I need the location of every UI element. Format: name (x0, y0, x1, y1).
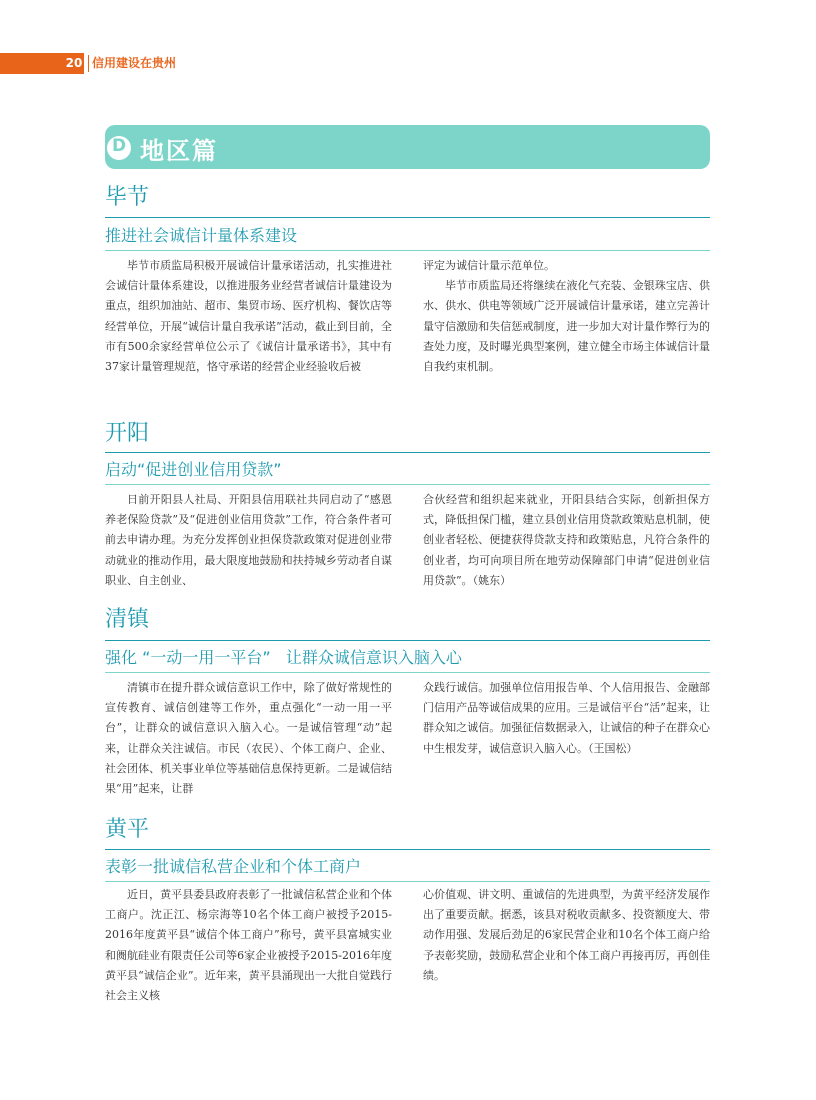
paragraph: 心价值观、讲文明、重诚信的先进典型，为黄平经济发展作出了重要贡献。据悉，该县对税收贡献多、投资额度大、带动作用强、发展后劲足的6家民营企业和10名个体工商户给予表彰奖励，鼓励私营企业和个体工商户再接再厉，再创佳绩。 (423, 888, 710, 982)
article-subtitle: 表彰一批诚信私营企业和个体工商户 (105, 857, 362, 876)
paragraph: 清镇市在提升群众诚信意识工作中，除了做好常规性的宣传教育、诚信创建等工作外，重点强化“一动一用一平台”，让群众的诚信意识入脑入心。一是诚信管理“动”起来，让群众关注诚信。市民（农民）、个体工商户、企业、社会团体、机关事业单位等基础信息保持更新。二是诚信结果“用”起来，让群 (105, 681, 392, 796)
article-column-right (423, 256, 710, 377)
paragraph: 近日，黄平县委县政府表彰了一批诚信私营企业和个体工商户。沈正江、杨宗海等10名个体工商户被授予2015-2016年度黄平县“诚信个体工商户”称号，黄平县富城实业和阓航硅业有限责任公司等6家企业被授予2015-2016年度黄平县“诚信企业”。近年来，黄平县涌现出一大批自觉践行社会主义核 (105, 888, 392, 1003)
region-rule (105, 640, 710, 641)
banner-letter-badge: D (107, 136, 131, 160)
paragraph: 评定为诚信计量示范单位。 (423, 259, 555, 272)
article-column-right (423, 678, 710, 759)
article-column-left (105, 678, 392, 799)
paragraph: 毕节市质监局积极开展诚信计量承诺活动，扎实推进社会诚信计量体系建设，以推进服务业经营者诚信计量建设为重点，组织加油站、超市、集贸市场、医疗机构、餐饮店等经营单位，开展“诚信计量自我承诺”活动，截止到目前，全市有500余家经营单位公示了《诚信计量承诺书》，其中有37家计量管理规范，恪守承诺的经营企业经验收后被 (105, 259, 392, 374)
article-subtitle: 强化 “一动一用一平台” 让群众诚信意识入脑入心 (105, 648, 462, 667)
region-heading: 黄平 (105, 817, 150, 842)
article-column-left (105, 256, 392, 377)
region-heading: 毕节 (105, 185, 150, 210)
paragraph: 日前开阳县人社局、开阳县信用联社共同启动了“感恩养老保险贷款”及“促进创业信用贷款”工作，符合条件者可前去申请办理。为充分发挥创业担保贷款政策对促进创业带动就业的推动作用，最大限度地鼓励和扶持城乡劳动者自谋职业、自主创业、 (105, 493, 392, 587)
subtitle-rule (105, 672, 710, 673)
region-rule (105, 217, 710, 218)
article-subtitle: 推进社会诚信计量体系建设 (105, 226, 298, 245)
header-divider (88, 55, 89, 72)
region-heading: 开阳 (105, 421, 150, 446)
paragraph: 毕节市质监局还将继续在液化气充装、金银珠宝店、供水、供水、供电等领域广泛开展诚信计量承诺，建立完善计量守信激励和失信惩戒制度，进一步加大对计量作弊行为的查处力度，及时曝光典型案例，建立健全市场主体诚信计量自我约束机制。 (423, 279, 710, 374)
subtitle-rule (105, 484, 710, 485)
page-number: 20 (65, 56, 83, 70)
subtitle-rule (105, 881, 710, 882)
article-subtitle: 启动“促进创业信用贷款” (105, 460, 282, 479)
running-header-title: 信用建设在贵州 (92, 56, 177, 70)
paragraph: 合伙经营和组织起来就业，开阳县结合实际，创新担保方式，降低担保门槛，建立县创业信用贷款政策贴息机制，使创业者轻松、便捷获得贷款支持和政策贴息，凡符合条件的创业者，均可向项目所在地劳动保障部门申请“促进创业信用贷款”。（姚东） (423, 493, 710, 587)
region-rule (105, 452, 710, 453)
banner-title: 地区篇 (140, 137, 218, 165)
subtitle-rule (105, 250, 710, 251)
region-rule (105, 849, 710, 850)
article-column-right (423, 885, 710, 986)
article-column-right (423, 490, 710, 591)
article-column-left (105, 490, 392, 591)
article-column-left (105, 885, 392, 1006)
region-heading: 清镇 (105, 607, 150, 632)
paragraph: 众践行诚信。加强单位信用报告单、个人信用报告、金融部门信用产品等诚信成果的应用。三是诚信平台“活”起来，让群众知之诚信。加强征信数据录入，让诚信的种子在群众心中生根发芽，诚信意识入脑入心。（王国松） (423, 681, 710, 755)
